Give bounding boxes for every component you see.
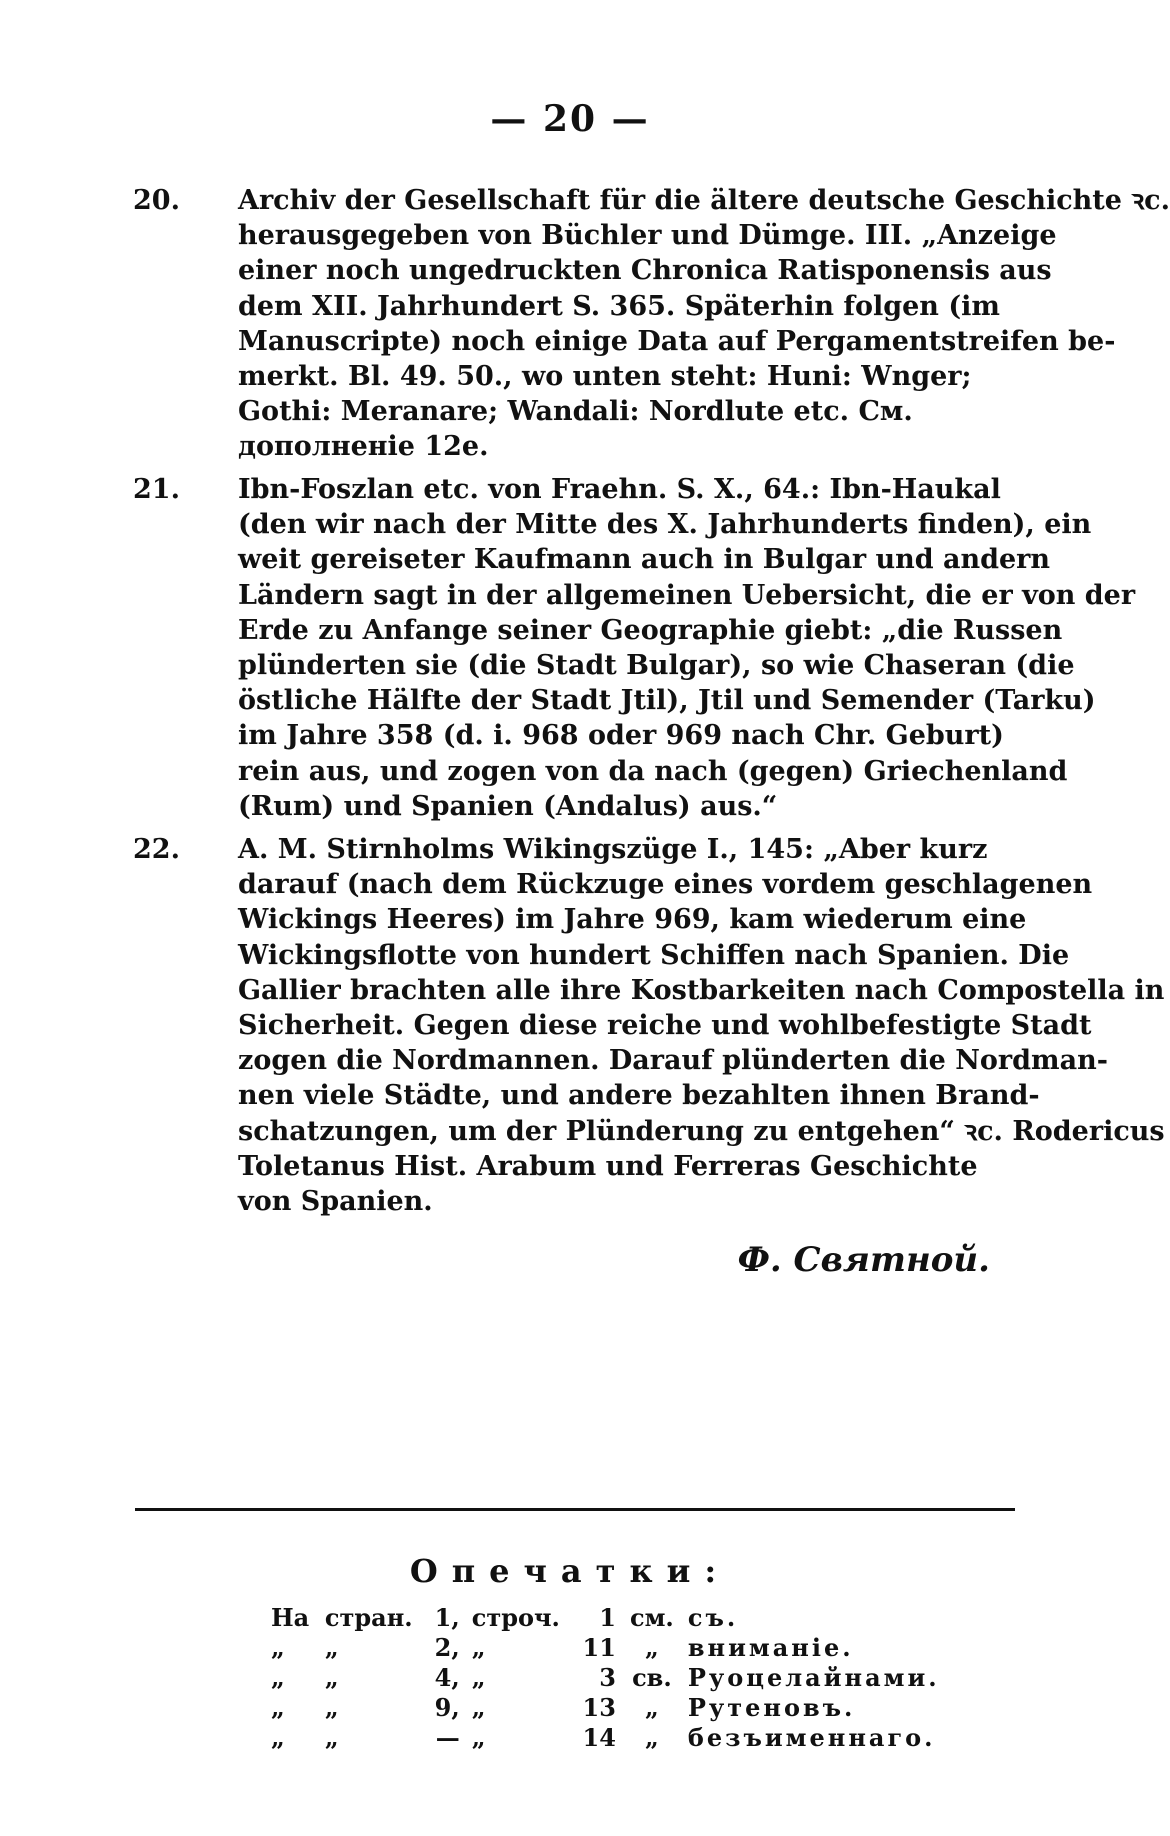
footnote-line: weit gereiseter Kaufmann auch in Bulgar und andern xyxy=(238,544,1051,576)
footnote-line: (Rum) und Spanien (Andalus) aus.“ xyxy=(238,790,778,822)
errata-title: Опечатки: xyxy=(409,1552,731,1590)
errata-cell: стран. xyxy=(324,1602,413,1632)
footnote-line: herausgegeben von Büchler und Dümge. III. „Anzeige xyxy=(238,220,1057,252)
errata-cell: Рутеновъ. xyxy=(687,1692,856,1722)
errata-cell: св. xyxy=(632,1662,672,1692)
errata-cell: „ xyxy=(471,1722,486,1752)
errata-cell: „ xyxy=(271,1722,285,1752)
errata-cell: На xyxy=(271,1602,310,1632)
footnote-line: дополненіе 12e. xyxy=(238,431,489,463)
footnote-number: 21. xyxy=(133,474,180,505)
errata-cell: см. xyxy=(629,1602,674,1632)
footnote-line: darauf (nach dem Rückzuge eines vordem geschlagenen xyxy=(238,869,1093,901)
footnote-22 xyxy=(133,832,1165,1219)
footnote-number: 22. xyxy=(133,834,180,865)
footnote-line: Manuscripte) noch einige Data auf Pergamentstreifen be- xyxy=(238,325,1116,357)
errata-table xyxy=(265,1602,965,1752)
errata-cell: 2, xyxy=(434,1632,460,1662)
footnote-line: Toletanus Hist. Arabum und Ferreras Geschichte xyxy=(238,1150,978,1182)
section-divider xyxy=(135,1508,1015,1511)
errata-cell: „ xyxy=(644,1632,659,1662)
footnote-line: Ländern sagt in der allgemeinen Uebersicht, die er von der xyxy=(238,579,1136,611)
footnote-line: östliche Hälfte der Stadt Jtil), Jtil und Semender (Tarku) xyxy=(238,685,1096,717)
footnote-line: Gallier brachten alle ihre Kostbarkeiten nach Compostella in xyxy=(238,974,1165,1006)
errata-row xyxy=(265,1602,965,1632)
errata-cell: „ xyxy=(644,1722,659,1752)
errata-cell: съ. xyxy=(687,1602,739,1632)
errata-cell: — xyxy=(435,1722,460,1752)
errata-cell: безъименнаго. xyxy=(687,1722,936,1752)
footnote-line: Erde zu Anfange seiner Geographie giebt: „die Russen xyxy=(238,614,1063,646)
errata-cell: 3 xyxy=(599,1662,616,1692)
errata-cell: 11 xyxy=(582,1632,616,1662)
errata-cell: „ xyxy=(471,1692,486,1722)
errata-cell: „ xyxy=(324,1662,339,1692)
errata-cell: 4, xyxy=(434,1662,460,1692)
errata-cell: „ xyxy=(471,1662,486,1692)
footnote-20 xyxy=(133,183,1170,465)
footnote-line: Ibn-Foszlan etc. von Fraehn. S. X., 64.: Ibn-Haukal xyxy=(238,474,1001,505)
errata-cell: „ xyxy=(324,1692,339,1722)
footnote-21 xyxy=(133,472,1136,824)
footnote-line: schatzungen, um der Plünderung zu entgehen“ ꝛc. Rodericus xyxy=(238,1115,1165,1147)
footnote-line: von Spanien. xyxy=(238,1186,433,1218)
errata-cell: „ xyxy=(471,1632,486,1662)
errata-cell: „ xyxy=(271,1692,285,1722)
errata-cell: 1, xyxy=(434,1602,460,1632)
footnote-line: Gothi: Meranare; Wandali: Nordlute etc. См. xyxy=(238,396,913,428)
errata-row xyxy=(265,1692,965,1722)
footnote-line: zogen die Nordmannen. Darauf plünderten die Nordman- xyxy=(238,1045,1108,1077)
errata-cell: „ xyxy=(271,1632,285,1662)
footnote-line: Archiv der Gesellschaft für die ältere deutsche Geschichte ꝛc. xyxy=(238,185,1170,216)
footnote-line: Wickingsflotte von hundert Schiffen nach Spanien. Die xyxy=(238,939,1070,971)
footnote-line: Wickings Heeres) im Jahre 969, kam wiederum eine xyxy=(238,904,1027,936)
errata-cell: „ xyxy=(644,1692,659,1722)
errata-row xyxy=(265,1722,965,1752)
errata-cell: „ xyxy=(324,1722,339,1752)
errata-cell: 13 xyxy=(582,1692,616,1722)
footnote-line: nen viele Städte, und andere bezahlten ihnen Brand- xyxy=(238,1080,1040,1112)
footnote-line: plünderten sie (die Stadt Bulgar), so wie Chaseran (die xyxy=(238,650,1075,682)
errata-row xyxy=(265,1632,965,1662)
page-number: — 20 — xyxy=(490,98,650,140)
footnote-line: (den wir nach der Mitte des X. Jahrhunderts finden), ein xyxy=(238,509,1092,541)
footnote-line: einer noch ungedruckten Chronica Ratisponensis aus xyxy=(238,255,1052,287)
footnote-number: 20. xyxy=(133,185,180,216)
footnote-line: dem XII. Jahrhundert S. 365. Späterhin folgen (im xyxy=(238,290,1000,322)
footnote-line: Sicherheit. Gegen diese reiche und wohlbefestigte Stadt xyxy=(238,1010,1092,1042)
errata-cell: 14 xyxy=(582,1722,616,1752)
errata-cell: „ xyxy=(271,1662,285,1692)
errata-row xyxy=(265,1662,965,1692)
footnote-line: rein aus, und zogen von da nach (gegen) Griechenland xyxy=(238,755,1068,787)
errata-cell: 9, xyxy=(434,1692,460,1722)
footnote-line: im Jahre 358 (d. i. 968 oder 969 nach Chr. Geburt) xyxy=(238,720,1004,752)
author-signature: Ф. Святной. xyxy=(737,1240,990,1280)
errata-cell: вниманіе. xyxy=(687,1632,854,1662)
errata-cell: „ xyxy=(324,1632,339,1662)
errata-cell: строч. xyxy=(471,1602,560,1632)
footnote-line: merkt. Bl. 49. 50., wo unten steht: Huni: Wnger; xyxy=(238,361,972,393)
errata-cell: 1 xyxy=(599,1602,616,1632)
footnote-line: A. M. Stirnholms Wikingszüge I., 145: „Aber kurz xyxy=(238,834,988,865)
errata-cell: Руоцелайнами. xyxy=(687,1662,940,1692)
